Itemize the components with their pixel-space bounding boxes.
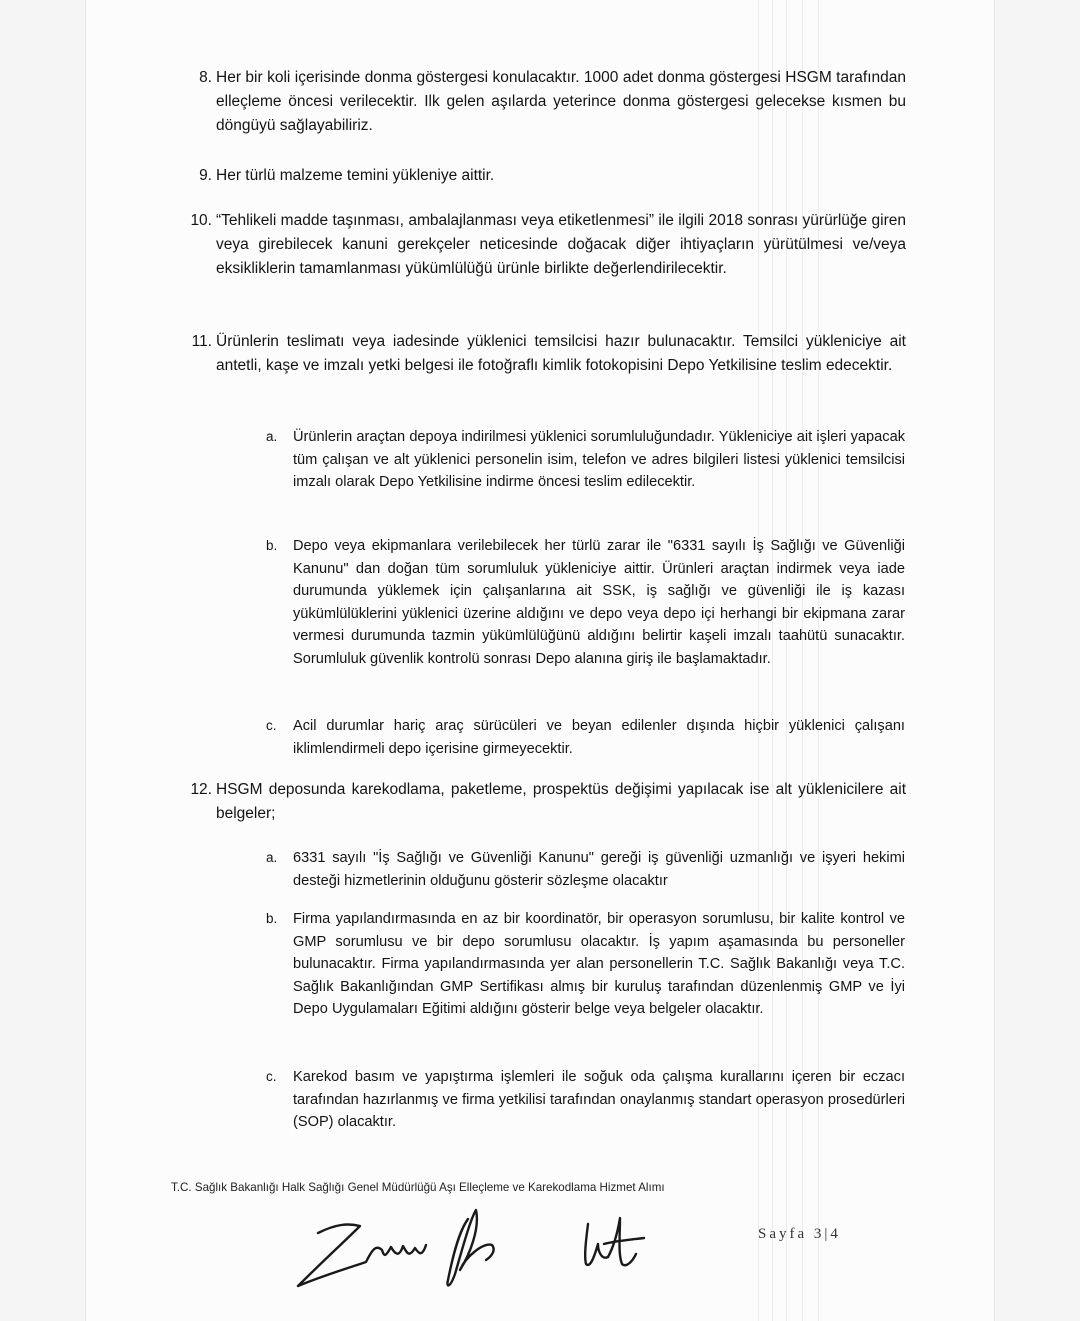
item-text: Her bir koli içerisinde donma göstergesi konulacaktır. 1000 adet donma göstergesi HSGM tarafından elleçleme öncesi verilecektir. Ilk gelen aşılarda yeterince donma göstergesi gelecekse kısmen bu döngüyü sağlayabiliriz. [216, 69, 906, 134]
item-text: Ürünlerin teslimatı veya iadesinde yüklenici temsilcisi hazır bulunacaktır. Temsilci yükleniciye ait antetli, kaşe ve imzalı yetki belgesi ile fotoğraflı kimlik fotokopisini Depo Yetkilisine teslim edecektir. [216, 333, 906, 374]
list-item-8 [199, 66, 906, 138]
sub-item-12a [266, 847, 905, 892]
sub-item-12b [266, 908, 905, 1021]
item-text: “Tehlikeli madde taşınması, ambalajlanması veya etiketlenmesi” ile ilgili 2018 sonrası yürürlüğe giren veya girebilecek kanuni gerekçeler neticesinde doğacak diğer ihtiyaçların yürütülmesi ve/veya eksikliklerin tamamlanması yükümlülüğü ürünle birlikte değerlendirilecektir. [216, 212, 906, 277]
sub-item-text: 6331 sayılı "İş Sağlığı ve Güvenliği Kanunu" gereği iş güvenliği uzmanlığı ve işyeri hekimi desteği hizmetlerinin olduğunu gösterir sözleşme olacaktır [293, 850, 905, 889]
sub-item-text: Acil durumlar hariç araç sürücüleri ve beyan edilenler dışında hiçbir yüklenici çalışanı iklimlendirmeli depo içerisine girmeyecektir. [293, 718, 905, 757]
list-item-9 [199, 164, 906, 188]
item-number: 12. [190, 781, 212, 798]
signature-2 [447, 1210, 493, 1285]
signature-3 [585, 1218, 644, 1265]
item-text: HSGM deposunda karekodlama, paketleme, prospektüs değişimi yapılacak ise alt yüklenicilere ait belgeler; [216, 781, 906, 822]
signature-1 [298, 1224, 426, 1286]
list-item-10 [190, 209, 906, 281]
sub-item-text: Ürünlerin araçtan depoya indirilmesi yüklenici sorumluluğundadır. Yükleniciye ait işleri yapacak tüm çalışan ve alt yüklenici personelin isim, telefon ve adres bilgileri listesi yüklenici temsilcisi imzalı olarak Depo Yetkilisine indirme öncesi teslim edilecektir. [293, 429, 905, 490]
sub-item-11b [266, 535, 905, 670]
item-number: 8. [199, 69, 212, 86]
item-number: 9. [199, 167, 212, 184]
sub-item-11a [266, 426, 905, 494]
list-item-12 [190, 778, 906, 826]
item-number: 10. [190, 212, 212, 229]
signatures-image [86, 1190, 994, 1310]
sub-item-letter: b. [266, 538, 278, 553]
sub-item-letter: a. [266, 850, 278, 865]
sub-item-letter: c. [266, 1069, 277, 1084]
item-text: Her türlü malzeme temini yükleniye aittir. [216, 167, 495, 184]
document-page [86, 0, 994, 1321]
footer-title: T.C. Sağlık Bakanlığı Halk Sağlığı Genel Müdürlüğü Aşı Elleçleme ve Karekodlama Hizmet Alımı [171, 1181, 665, 1194]
sub-item-text: Firma yapılandırmasında en az bir koordinatör, bir operasyon sorumlusu, bir kalite kontrol ve GMP sorumlusu ve bir depo sorumlusu olacaktır. İş yapım aşamasında bu personeller bulunacaktır. Firma yapılandırmasında yer alan personellerin T.C. Sağlık Bakanlığı veya T.C. Sağlık Bakanlığından GMP Sertifikası almış bir kuruluş tarafından düzenlenmiş GMP ve İyi Depo Uygulamaları Eğitimi aldığını gösterir belge veya belgeler olacaktır. [293, 911, 905, 1017]
sub-item-11c [266, 715, 905, 760]
page-number: Sayfa 3|4 [758, 1226, 841, 1242]
list-item-11 [191, 330, 906, 378]
sub-item-letter: b. [266, 911, 278, 926]
item-number: 11. [191, 333, 212, 350]
sub-item-12c [266, 1066, 905, 1134]
sub-item-text: Karekod basım ve yapıştırma işlemleri ile soğuk oda çalışma kurallarını içeren bir eczacı tarafından hazırlanmış ve firma yetkilisi tarafından onaylanmış standart operasyon prosedürleri (SOP) olacaktır. [293, 1069, 905, 1130]
sub-item-letter: c. [266, 718, 277, 733]
sub-item-letter: a. [266, 429, 278, 444]
sub-item-text: Depo veya ekipmanlara verilebilecek her türlü zarar ile "6331 sayılı İş Sağlığı ve Güvenliği Kanunu" dan doğan tüm sorumluluk yükleniciye aittir. Ürünleri araçtan indirmek veya iade durumunda yüklemek için çalışanlarına ait SSK, iş sağlığı ve güvenliği ile iş kazası yükümlülüklerini yüklenici üzerine aldığını ve depo veya depo içi herhangi bir ekipmana zarar vermesi durumunda tazmin yükümlülüğünü aldığını belirtir kaşeli imzalı taahütü sunacaktır. Sorumluluk güvenlik kontrolü sonrası Depo alanına giriş ile başlamaktadır. [293, 538, 905, 667]
